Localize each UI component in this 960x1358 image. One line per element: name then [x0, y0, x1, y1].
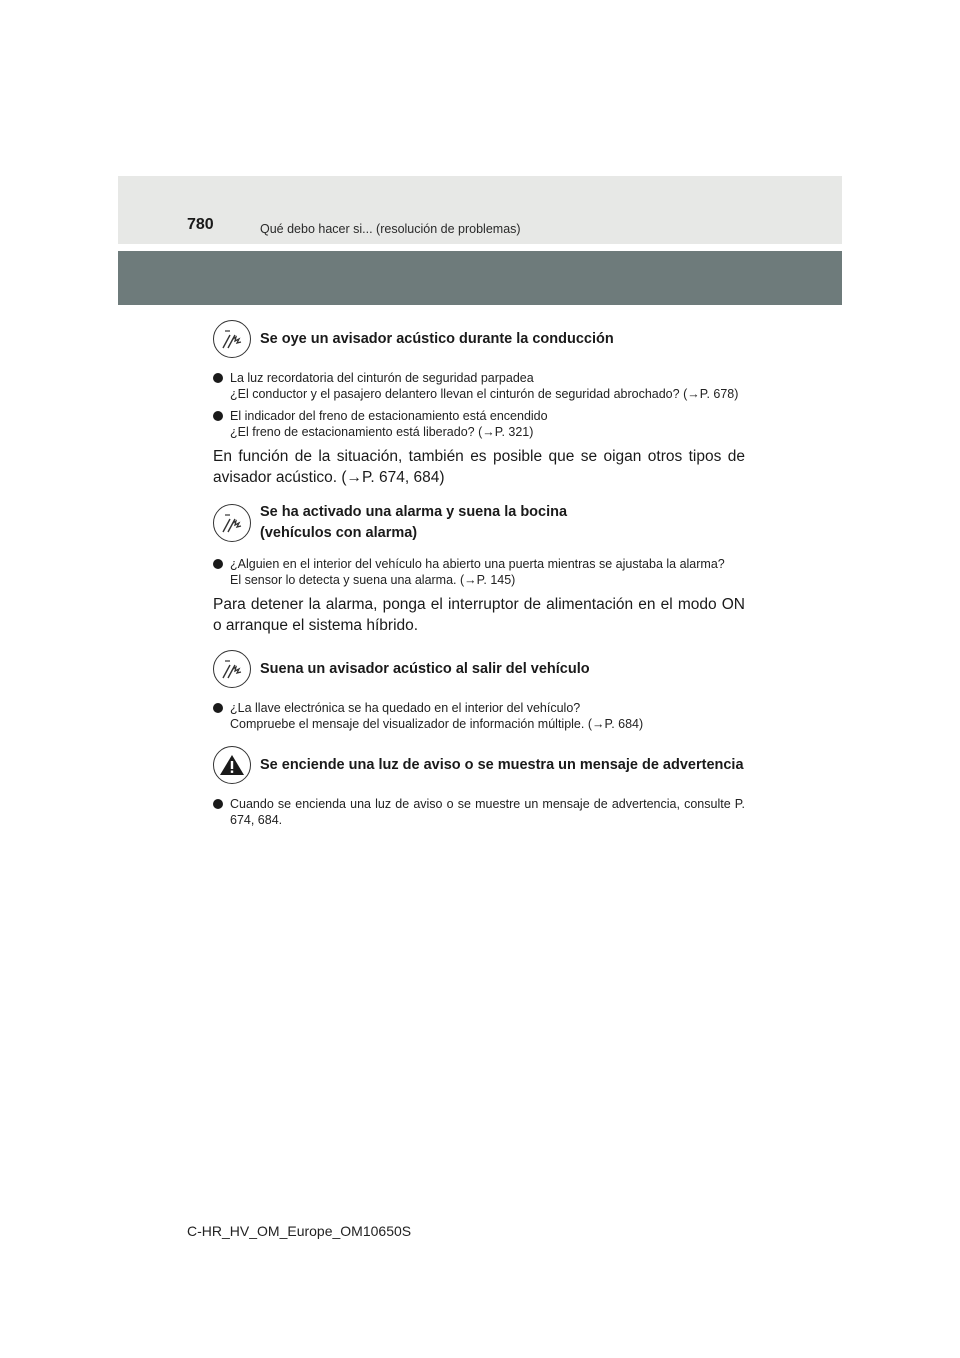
page-number: 780 — [187, 216, 214, 233]
topic-heading — [213, 746, 745, 784]
list-item: ¿La llave electrónica se ha quedado en el interior del vehículo? Compruebe el mensaje del visualizador de información múltiple. (→P. 684) — [213, 700, 745, 732]
list-item: La luz recordatoria del cinturón de seguridad parpadea ¿El conductor y el pasajero delantero llevan el cinturón de seguridad abrochado? (→P. 678) — [213, 370, 745, 402]
document-id: C-HR_HV_OM_Europe_OM10650S — [187, 1223, 412, 1239]
topic-heading — [213, 502, 745, 544]
list-item: El indicador del freno de estacionamiento está encendido ¿El freno de estacionamiento está liberado? (→P. 321) — [213, 408, 745, 440]
topic-title: Se ha activado una alarma y suena la bocina (vehículos con alarma) — [260, 504, 568, 541]
list-item: Cuando se encienda una luz de aviso o se muestre un mensaje de advertencia, consulte P. 674, 684. — [213, 796, 745, 828]
topic-title: Se enciende una luz de aviso o se muestra un mensaje de advertencia — [260, 756, 744, 773]
topic-title: Suena un avisador acústico al salir del vehículo — [260, 660, 590, 677]
list-item: ¿Alguien en el interior del vehículo ha abierto una puerta mientras se ajustaba la alarma? El sensor lo detecta y suena una alarma. (→P. 145) — [213, 556, 745, 588]
sound-warning-icon — [213, 320, 251, 358]
body-paragraph: Para detener la alarma, ponga el interruptor de alimentación en el modo ON o arranque el sistema híbrido. — [213, 596, 745, 634]
topic-heading — [213, 320, 745, 358]
sound-warning-icon — [213, 504, 251, 542]
topic-heading — [213, 650, 745, 688]
header-title: Qué debo hacer si... (resolución de problemas) — [260, 222, 521, 236]
caution-triangle-icon — [213, 746, 251, 784]
page-content — [213, 320, 745, 834]
section-band — [118, 251, 842, 305]
body-paragraph: En función de la situación, también es posible que se oigan otros tipos de avisador acústico. (→P. 674, 684) — [213, 448, 745, 486]
sound-warning-icon — [213, 650, 251, 688]
topic-title: Se oye un avisador acústico durante la conducción — [260, 330, 614, 347]
